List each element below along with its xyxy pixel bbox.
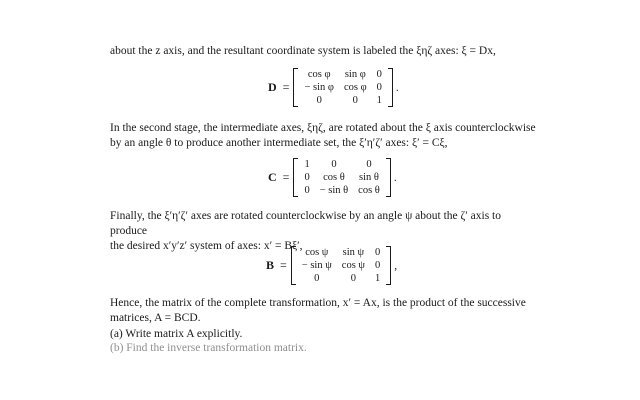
matrix-cell: cos θ (358, 185, 380, 196)
punctuation: , (394, 259, 398, 272)
matrix-cell: 0 (376, 82, 382, 93)
equation-b (266, 246, 397, 285)
equals-sign: = (280, 258, 287, 272)
text-line-7: matrices, A = BCD. (110, 312, 201, 324)
matrix-cell: 0 (352, 95, 358, 106)
text-line-2: In the second stage, the intermediate axes, ξηζ, are rotated about the ξ axis counterclockwise (110, 122, 536, 134)
matrix-cell: 0 (316, 95, 322, 106)
matrix-cell: − sin ψ (301, 260, 332, 271)
matrix-cell: 1 (376, 95, 382, 106)
matrix-label-b: B (266, 258, 275, 272)
matrix-cell: − sin θ (319, 185, 349, 196)
matrix-cell: cos φ (343, 82, 367, 93)
matrix-cell: 0 (304, 172, 310, 183)
matrix-cell: sin φ (344, 69, 366, 80)
punctuation: . (395, 81, 399, 94)
text-line-4: Finally, the ξ′η′ζ′ axes are rotated counterclockwise by an angle ψ about the ζ′ axis to produce (110, 210, 502, 237)
matrix-cell: 0 (314, 273, 320, 284)
matrix-cell: sin ψ (342, 247, 365, 258)
punctuation: . (393, 171, 397, 184)
paragraph-second-stage (110, 121, 540, 151)
matrix-c (293, 158, 390, 197)
matrix-cell: 1 (304, 159, 310, 170)
matrix-label-c: C (268, 170, 277, 184)
matrix-cell: 0 (376, 69, 382, 80)
matrix-cell: sin θ (359, 172, 379, 183)
matrix-cell: 0 (304, 185, 310, 196)
question-b-cut (110, 341, 410, 354)
equals-sign: = (282, 80, 290, 94)
text-line-8: (a) Write matrix A explicitly. (110, 328, 243, 340)
question-a (110, 327, 540, 342)
matrix-cell: − sin φ (304, 82, 334, 93)
matrix-d (293, 68, 392, 107)
matrix-cell: 1 (375, 273, 381, 284)
paragraph-complete-transformation (110, 296, 540, 326)
matrix-label-d: D (268, 80, 277, 94)
matrix-cell: 0 (350, 273, 357, 284)
matrix-cell: cos φ (307, 69, 331, 80)
equals-sign: = (282, 170, 290, 184)
equation-d (268, 68, 399, 107)
paragraph-line-cut (110, 46, 540, 56)
matrix-cell: cos ψ (305, 247, 329, 258)
matrix-cell: cos ψ (341, 260, 365, 271)
text-line-9: (b) Find the inverse transformation matrix. (110, 342, 307, 354)
text-line-3: by an angle θ to produce another intermediate set, the ξ′η′ζ′ axes: ξ′ = Cξ, (110, 137, 448, 149)
text-line-1: about the z axis, and the resultant coordinate system is labeled the ξηζ axes: ξ = Dx, (110, 45, 496, 57)
matrix-cell: cos θ (323, 172, 345, 183)
matrix-cell: 0 (375, 260, 381, 271)
equation-c (268, 158, 397, 197)
matrix-cell: 0 (375, 247, 381, 258)
matrix-b (291, 246, 391, 285)
matrix-cell: 0 (331, 159, 337, 170)
text-line-6: Hence, the matrix of the complete transformation, x′ = Ax, is the product of the successive (110, 297, 526, 309)
matrix-cell: 0 (366, 159, 372, 170)
text-line-5: the desired x′y′z′ system of axes: x′ = Bξ′, (110, 240, 303, 252)
